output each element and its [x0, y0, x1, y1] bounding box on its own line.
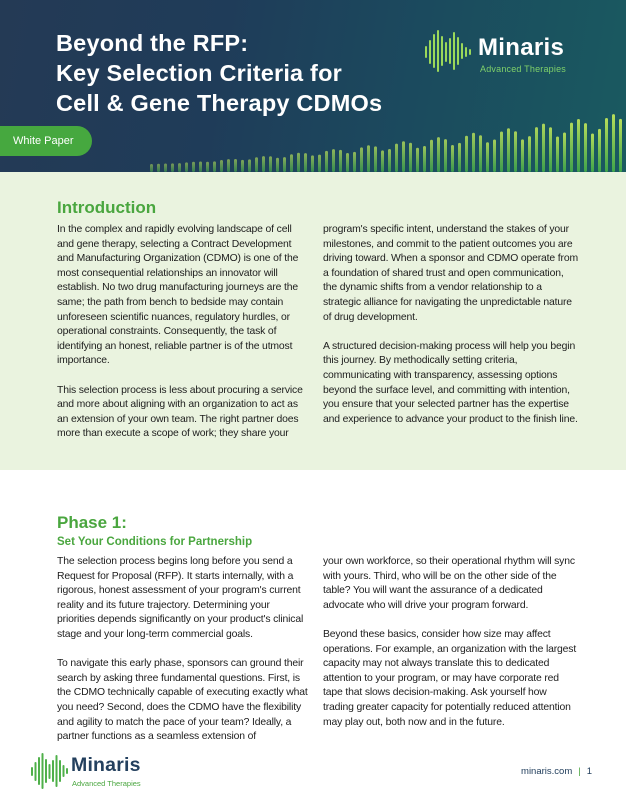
wave-bar [283, 157, 286, 172]
wave-bar [332, 149, 335, 172]
minaris-logo [423, 28, 593, 80]
wave-bar [374, 146, 377, 172]
logo-wave-icon [423, 28, 475, 74]
intro-paragraph: In the complex and rapidly evolving landscape of cell and gene therapy, selecting a Contract Development and Manufacturing Organization (CDMO) is one of the most consequential relationships an innovator will establish. No two drug manufacturing journeys are the same; the path from bench to bedside may contain unforeseen scientific nuances, regulatory hurdles, or operational constraints. Consequently, the task of identifying an honest, reliable partner is of the utmost importance. [57, 224, 299, 367]
wave-bar [150, 164, 153, 172]
page-number: 1 [586, 766, 592, 777]
page-title [56, 28, 416, 118]
wave-bar [458, 143, 461, 172]
intro-paragraph: program's specific intent, understand the stakes of your milestones, and commit to the patient outcomes you are driving toward. When a sponsor and CDMO operate from a foundation of shared trust and open communication, the dynamic shifts from a vendor relationship to a strategic alliance for navigating the unpredictable nature of drug development. [323, 224, 578, 323]
phase-1-right-column [323, 555, 578, 745]
introduction-left-column [57, 223, 310, 457]
wave-bar [619, 119, 622, 172]
wave-bar [479, 135, 482, 172]
footer-logo-wordmark: Minaris [71, 754, 141, 776]
footer-logo-wave-icon [30, 752, 70, 790]
footer-logo-tagline: Advanced Therapies [72, 779, 141, 788]
phase-1-left-column [57, 555, 310, 759]
phase-1-subheading: Set Your Conditions for Partnership [57, 536, 253, 548]
wave-bar [395, 144, 398, 172]
wave-bar [199, 162, 202, 172]
wave-bar [297, 153, 300, 172]
wave-bar [276, 158, 279, 172]
wave-bar [185, 162, 188, 172]
wave-bar [381, 150, 384, 172]
intro-paragraph: A structured decision-making process will help you begin this journey. By methodically setting criteria, communicating with transparency, assessing options beyond the surface level, and committing with intention, you ensure that your selected partner has the expertise and experience to advance your product to the finish line. [323, 340, 578, 425]
wave-bar [353, 152, 356, 172]
title-line-1: Beyond the RFP: [56, 30, 249, 56]
wave-bar [367, 145, 370, 172]
wave-bar [388, 149, 391, 172]
wave-bar [360, 147, 363, 172]
phase-1-heading: Phase 1: [57, 513, 127, 532]
wave-bar [577, 119, 580, 172]
wave-bar [227, 159, 230, 172]
wave-bar [563, 133, 566, 172]
wave-bar [542, 124, 545, 172]
wave-bar [556, 136, 559, 172]
wave-bar [262, 156, 265, 172]
wave-bar [171, 163, 174, 172]
footer-separator: | [578, 766, 581, 777]
wave-bar [318, 155, 321, 172]
phase-paragraph: To navigate this early phase, sponsors can ground their search by asking three fundamental questions. First, is the CDMO technically capable of executing exactly what you need? Second, does the CDMO have the flexibility and agility to match the pace of your team? Ideally, a partner functions as a seamless extension of [57, 658, 308, 743]
footer-minaris-logo [30, 750, 180, 794]
wave-bar [339, 150, 342, 172]
wave-bar [493, 140, 496, 172]
wave-bar [430, 140, 433, 172]
wave-bar [248, 159, 251, 172]
logo-wordmark: Minaris [478, 34, 565, 61]
wave-bar [521, 139, 524, 172]
phase-paragraph: your own workforce, so their operational rhythm will sync with yours. Third, who will be on the other side of the table? You will want the assurance of a dedicated advocate who will drive your program forward. [323, 556, 575, 611]
wave-bar [598, 129, 601, 172]
title-line-2: Key Selection Criteria for [56, 60, 342, 86]
wave-bar [416, 148, 419, 172]
title-line-3: Cell & Gene Therapy CDMOs [56, 90, 383, 116]
header-banner [0, 0, 626, 172]
wave-bar [255, 157, 258, 172]
wave-bar [486, 142, 489, 172]
wave-bar [605, 118, 608, 172]
wave-bar [507, 128, 510, 172]
wave-bar [528, 136, 531, 172]
wave-bar [409, 143, 412, 172]
wave-bar [612, 114, 615, 172]
wave-bar [451, 145, 454, 172]
white-paper-badge: White Paper [0, 126, 92, 156]
wave-bar [591, 134, 594, 172]
introduction-section [0, 172, 626, 470]
wave-bar [241, 160, 244, 172]
wave-bar [325, 151, 328, 172]
wave-bar [290, 154, 293, 172]
wave-bar [437, 137, 440, 172]
wave-bar [584, 123, 587, 172]
wave-bar [423, 146, 426, 172]
wave-bar [514, 131, 517, 172]
phase-paragraph: Beyond these basics, consider how size may affect operations. For example, an organization with the largest capacity may not always translate this to dedicated attention to your program, or may have corporate red tape that slows decision-making. Ask yourself how trading greater capacity for potentially reduced attention may play out, both now and in the future. [323, 628, 577, 728]
wave-bar [234, 159, 237, 172]
wave-bar [402, 141, 405, 172]
wave-bar [465, 136, 468, 172]
wave-bar [346, 153, 349, 172]
introduction-right-column [323, 223, 578, 442]
wave-bar [178, 163, 181, 172]
wave-bar [535, 127, 538, 172]
footer-site-link[interactable]: minaris.com [521, 766, 573, 777]
wave-bar [192, 162, 195, 172]
wave-bar [500, 131, 503, 172]
wave-bar [549, 127, 552, 172]
phase-paragraph: The selection process begins long before you send a Request for Proposal (RFP). It starts internally, with a rigorous, honest assessment of your program's current reality and its future trajectory. Determining your priorities depends significantly on your product's clinical stage and your long-term commercial goals. [57, 556, 304, 640]
wave-bar [220, 160, 223, 172]
wave-bar [304, 153, 307, 172]
footer-page-info [521, 766, 592, 777]
wave-bar [157, 164, 160, 172]
wave-bar [269, 156, 272, 172]
wave-bar [213, 161, 216, 172]
wave-bar [311, 155, 314, 172]
wave-bar [570, 123, 573, 172]
intro-paragraph: This selection process is less about procuring a service and more about aligning with an organization to act as an extension of your own team. The right partner does more than execute a scope of work; they share your [57, 384, 303, 440]
wave-bar [206, 162, 209, 172]
introduction-heading: Introduction [57, 198, 157, 217]
wave-bar [164, 164, 167, 172]
logo-tagline: Advanced Therapies [480, 64, 566, 74]
wave-bar [472, 133, 475, 172]
wave-bar [444, 139, 447, 172]
